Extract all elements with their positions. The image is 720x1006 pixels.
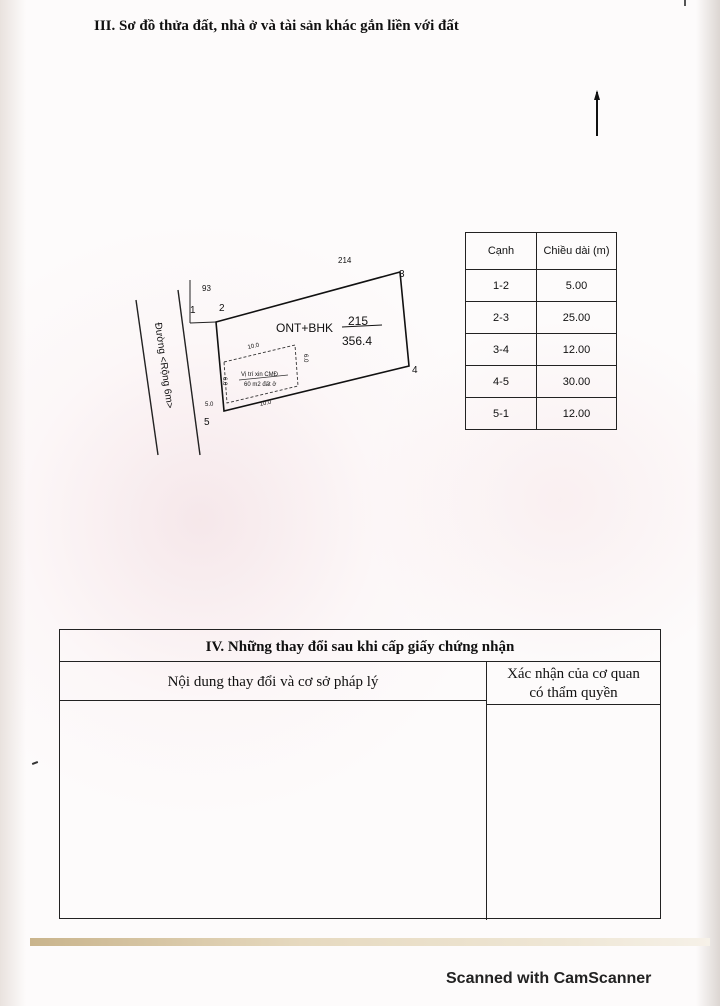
length-cell: 12.00 <box>537 334 617 366</box>
edge-cell: 2-3 <box>466 302 537 334</box>
column-divider <box>486 705 487 920</box>
page-edge-shadow-left <box>0 0 26 1006</box>
table-header-row <box>466 233 617 270</box>
dimension-bottom: 10.0 <box>259 399 272 408</box>
road-edge-inner <box>178 290 200 455</box>
table-row <box>466 366 617 398</box>
dimension-top: 10.0 <box>247 342 260 351</box>
confirmation-header-line: Xác nhận của cơ quan <box>507 666 640 682</box>
column-header-content: Nội dung thay đổi và cơ sở pháp lý <box>60 661 486 701</box>
table-row <box>466 302 617 334</box>
parcel-number: 215 <box>348 314 369 328</box>
neighbor-top-label: 214 <box>338 256 352 265</box>
edge-cell: 5-1 <box>466 398 537 430</box>
table-row <box>466 270 617 302</box>
confirmation-header-line: có thẩm quyền <box>529 685 618 701</box>
vertex-label-4: 4 <box>412 365 418 376</box>
edge-cell: 3-4 <box>466 334 537 366</box>
table-row <box>466 398 617 430</box>
edge-cell: 4-5 <box>466 366 537 398</box>
section-iii-title: III. Sơ đồ thửa đất, nhà ở và tài sản khác gắn liền với đất <box>94 18 459 34</box>
dimension-left: 6.0 <box>221 377 227 386</box>
edge-length-table <box>465 232 617 430</box>
neighbor-boundary <box>190 322 216 323</box>
dimension-right: 6.0 <box>302 354 308 363</box>
dimension-front: 5.0 <box>205 402 214 408</box>
corner-mark <box>684 0 686 6</box>
column-header-confirmation <box>486 661 660 705</box>
neighbor-left-label: 93 <box>202 284 211 293</box>
parcel-land-type: ONT+BHK <box>276 321 334 335</box>
vertex-label-3: 3 <box>399 269 405 280</box>
page-bottom-edge <box>30 938 710 946</box>
north-arrow-icon <box>590 90 604 138</box>
length-cell: 25.00 <box>537 302 617 334</box>
section-iv-title: IV. Những thay đổi sau khi cấp giấy chứng nhận <box>60 630 660 662</box>
road-label: Đường <Rộng 6m> <box>152 321 175 410</box>
length-cell: 12.00 <box>537 398 617 430</box>
scanner-watermark: Scanned with CamScanner <box>446 970 652 987</box>
header-edge: Cạnh <box>466 233 537 270</box>
edge-cell: 1-2 <box>466 270 537 302</box>
vertex-label-2: 2 <box>219 303 225 314</box>
page-edge-shadow-right <box>696 0 720 1006</box>
changes-table <box>59 629 661 919</box>
vertex-label-1: 1 <box>190 305 196 316</box>
header-length: Chiều dài (m) <box>537 233 617 270</box>
scan-mark <box>32 761 38 765</box>
parcel-boundary <box>216 272 409 411</box>
proposed-area-text: 60 m2 đất ở <box>244 382 277 388</box>
parcel-sketch <box>120 245 440 470</box>
length-cell: 5.00 <box>537 270 617 302</box>
table-row <box>466 334 617 366</box>
content-cell <box>60 701 486 918</box>
length-cell: 30.00 <box>537 366 617 398</box>
confirmation-cell <box>488 705 660 918</box>
parcel-area: 356.4 <box>342 334 373 348</box>
proposed-location-text: Vị trí xin CMĐ <box>241 372 279 378</box>
vertex-label-5: 5 <box>204 417 210 428</box>
